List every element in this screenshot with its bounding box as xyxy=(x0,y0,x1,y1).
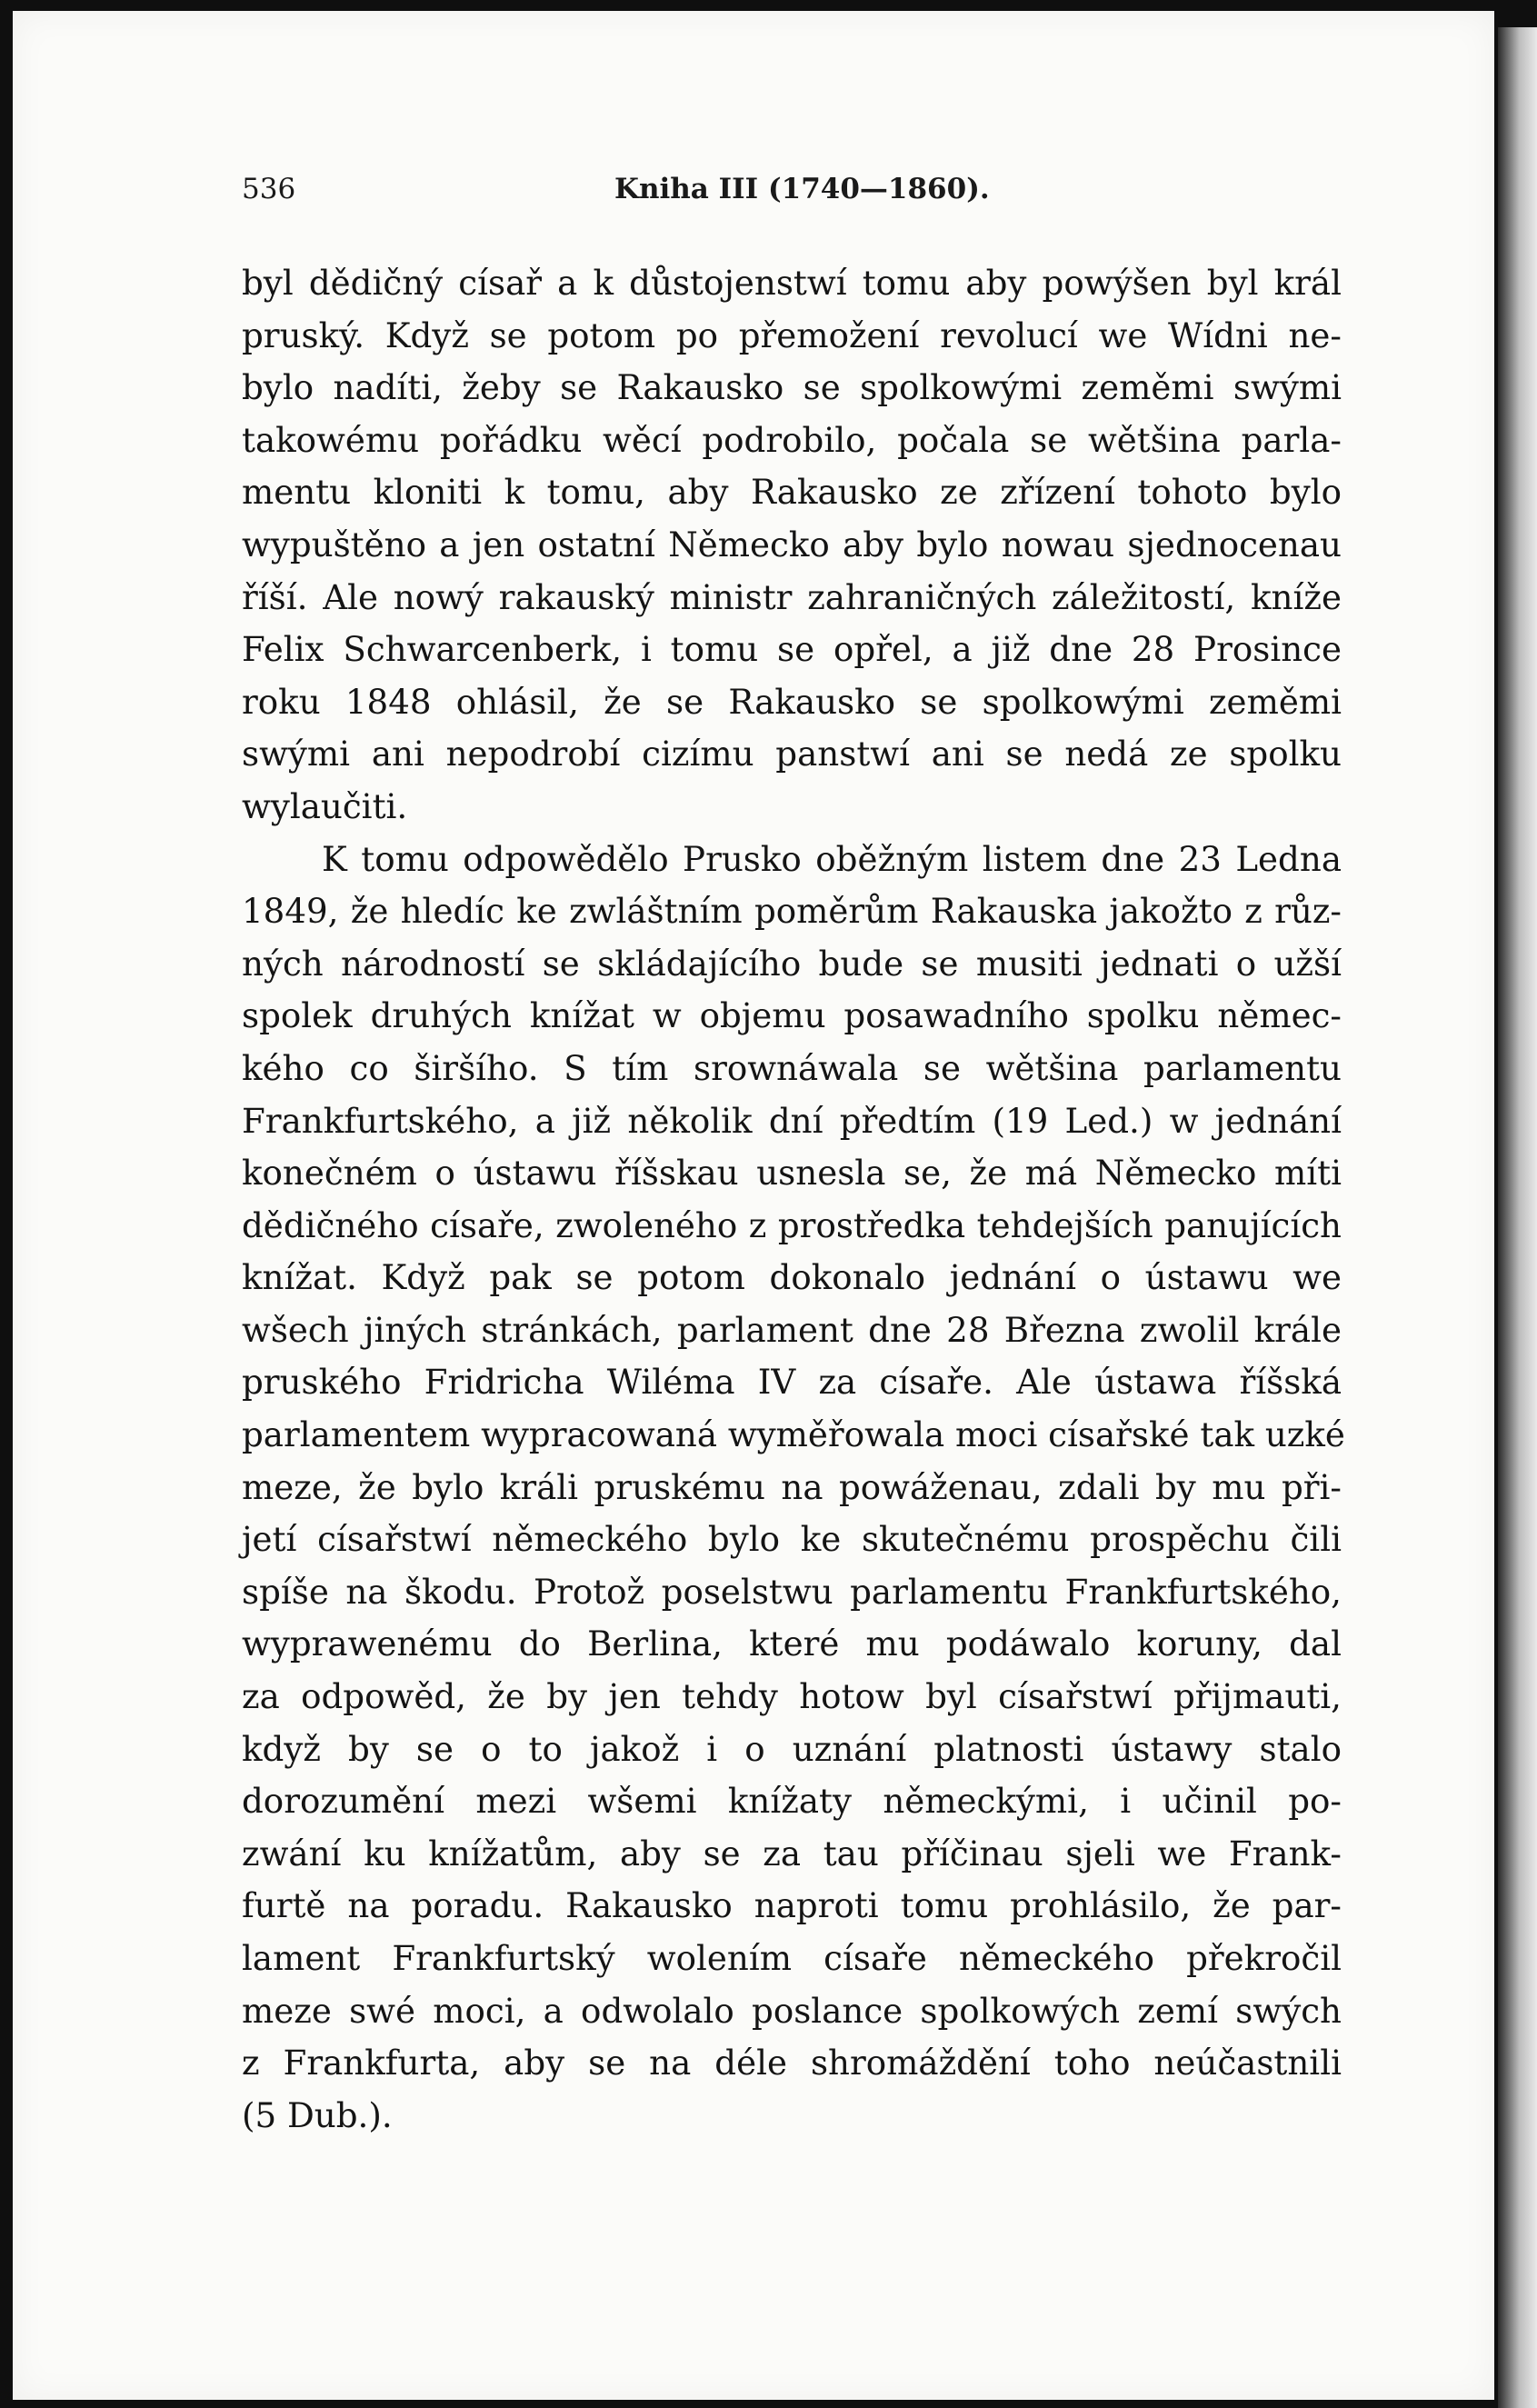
text-line: parlamentem wypracowaná wyměřowala moci císařské tak uzké xyxy=(242,1414,1345,1455)
text-line: bylo nadíti, žeby se Rakausko se spolkowými zeměmi swými xyxy=(242,367,1342,408)
text-line: dědičného císaře, zwoleného z prostředka tehdejších panujících xyxy=(242,1204,1342,1245)
body-text xyxy=(242,257,1345,2142)
page-header xyxy=(242,173,1342,218)
text-line: swými ani nepodrobí cizímu panstwí ani se nedá ze spolku xyxy=(242,734,1342,774)
text-line: spolek druhých knížat w objemu posawadního spolku němec- xyxy=(242,995,1342,1036)
text-line: konečném o ústawu říšskau usnesla se, že má Německo míti xyxy=(242,1153,1342,1194)
text-line: wšech jiných stránkách, parlament dne 28 Března zwolil krále xyxy=(242,1309,1342,1350)
paragraph-end-line: wylaučiti. xyxy=(242,785,408,826)
text-line: pruský. Když se potom po přemožení revolucí we Wídni ne- xyxy=(242,315,1342,355)
text-line: dorozumění mezi wšemi knížaty německými, i učinil po- xyxy=(242,1781,1342,1822)
text-line: kého co širšího. S tím srownáwala se wětšina parlamentu xyxy=(242,1047,1342,1088)
page-number: 536 xyxy=(242,173,296,205)
text-line: meze, že bylo králi pruskému na powáženau, zdali by mu při- xyxy=(242,1466,1342,1507)
text-line: spíše na škodu. Protož poselstwu parlamentu Frankfurtského, xyxy=(242,1571,1342,1612)
text-line: byl dědičný císař a k důstojenstwí tomu aby powýšen byl král xyxy=(242,263,1342,303)
text-line: za odpowěd, že by jen tehdy hotow byl císařstwí přijmauti, xyxy=(242,1676,1342,1717)
text-line: takowému pořádku wěcí podrobilo, počala se wětšina parla- xyxy=(242,419,1342,460)
text-line: jetí císařstwí německého bylo ke skutečnému prospěchu čili xyxy=(242,1519,1342,1560)
text-line: říší. Ale nowý rakauský ministr zahraničných záležitostí, kníže xyxy=(242,576,1342,617)
text-line: pruského Fridricha Wiléma IV za císaře. Ale ústawa říšská xyxy=(242,1362,1342,1403)
text-line: roku 1848 ohlásil, že se Rakausko se spolkowými zeměmi xyxy=(242,681,1342,722)
text-line: knížat. Když pak se potom dokonalo jednání o ústawu we xyxy=(242,1257,1342,1298)
text-line: když by se o to jakož i o uznání platnosti ústawy stalo xyxy=(242,1728,1342,1769)
text-line: wypuštěno a jen ostatní Německo aby bylo nowau sjednocenau xyxy=(242,524,1342,565)
text-line: mentu kloniti k tomu, aby Rakausko ze zřízení tohoto bylo xyxy=(242,472,1342,513)
text-line: Felix Schwarcenberk, i tomu se opřel, a již dne 28 Prosince xyxy=(242,629,1342,670)
text-line: wyprawenému do Berlina, které mu podáwalo koruny, dal xyxy=(242,1624,1342,1664)
text-line: furtě na poradu. Rakausko naproti tomu prohlásilo, že par- xyxy=(242,1885,1342,1926)
text-line: ných národností se skládajícího bude se musiti jednati o užší xyxy=(242,943,1342,984)
text-line: meze swé moci, a odwolalo poslance spolkowých zemí swých xyxy=(242,1990,1342,2031)
text-line: zwání ku knížatům, aby se za tau příčinau sjeli we Frank- xyxy=(242,1833,1342,1873)
text-line: z Frankfurta, aby se na déle shromáždění toho neúčastnili xyxy=(242,2043,1342,2083)
text-line: 1849, že hledíc ke zwláštním poměrům Rakauska jakožto z růz- xyxy=(242,891,1342,932)
running-head: Kniha III (1740—1860). xyxy=(614,173,990,205)
text-line: Frankfurtského, a již několik dní předtím (19 Led.) w jednání xyxy=(242,1100,1342,1141)
paragraph-end-line: (5 Dub.). xyxy=(242,2094,393,2135)
text-line: lament Frankfurtský wolením císaře německého překročil xyxy=(242,1938,1342,1978)
paragraph-start-line: K tomu odpowědělo Prusko oběžným listem dne 23 Ledna xyxy=(322,838,1342,879)
page-edge xyxy=(1498,27,1537,2408)
